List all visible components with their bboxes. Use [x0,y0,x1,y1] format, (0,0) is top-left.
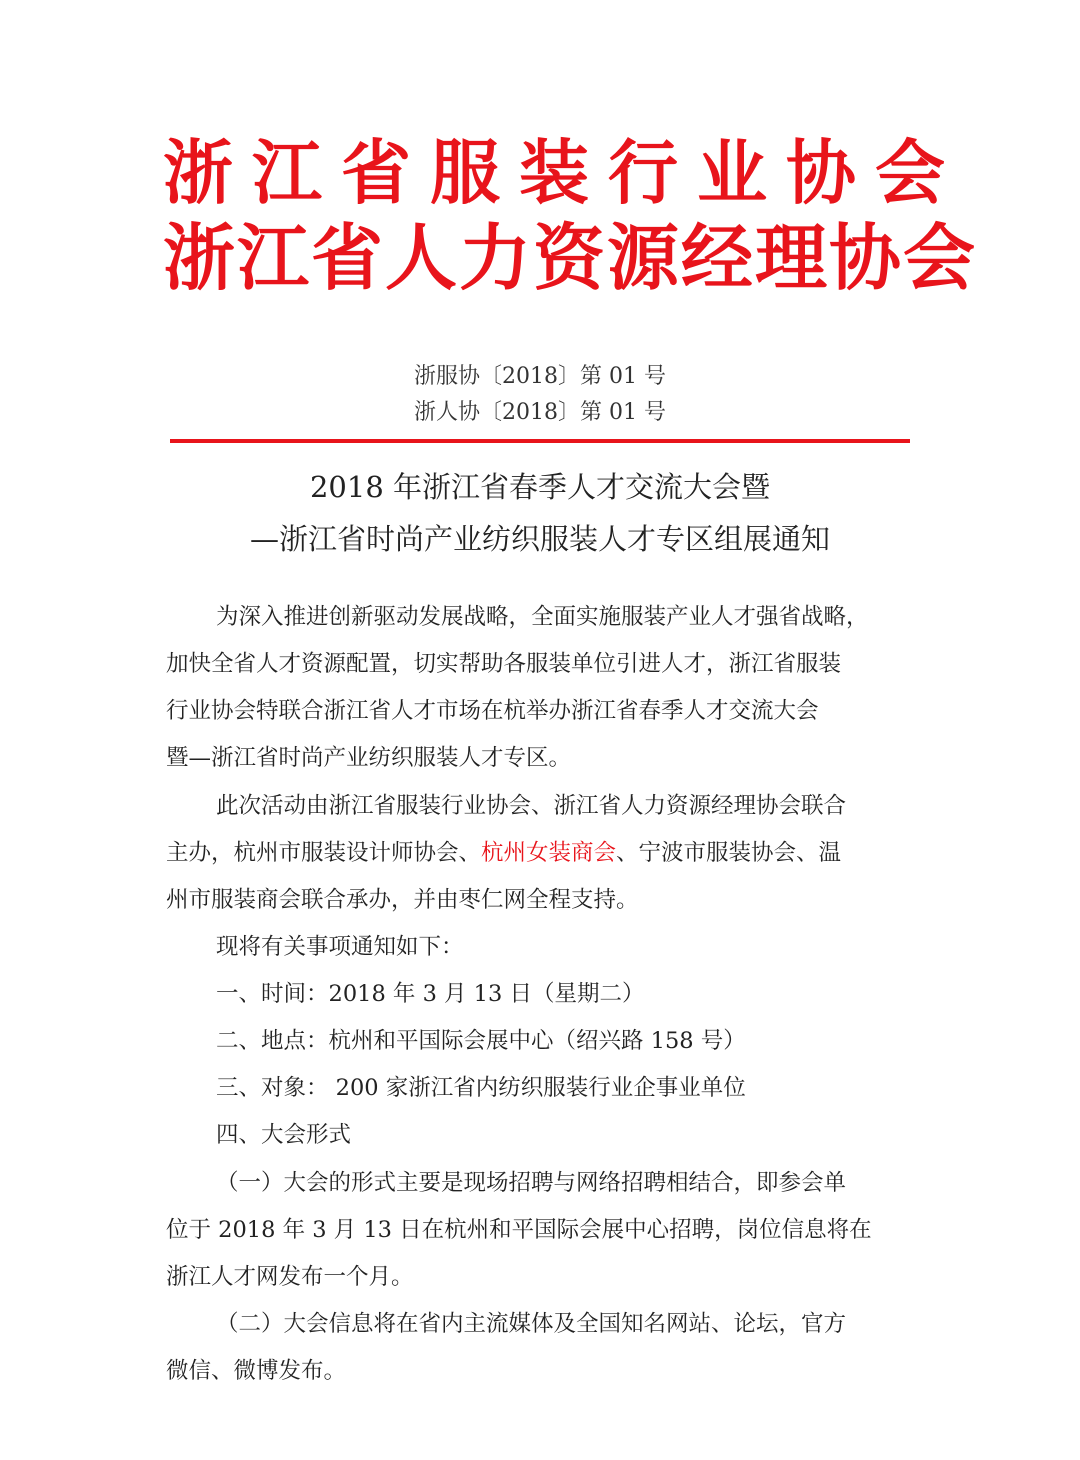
format-sub-1-line-1: （一）大会的形式主要是现场招聘与网络招聘相结合，即参会单 [216,1170,847,1196]
issuer-org-title-1: 浙江省服装行业协会 [163,132,964,214]
paragraph-1-line-1: 为深入推进创新驱动发展战略，全面实施服装产业人才强省战略， [216,604,869,630]
format-sub-2-line-1: （二）大会信息将在省内主流媒体及全国知名网站、论坛，官方 [216,1311,847,1337]
paragraph-2-line-2-text-a: 主办，杭州市服装设计师协会、 [166,840,482,866]
notice-title-line-2: —浙江省时尚产业纺织服装人才专区组展通知 [249,522,830,556]
paragraph-1-line-4: 暨—浙江省时尚产业纺织服装人才专区。 [166,745,572,771]
issuer-org-title-2: 浙江省人力资源经理协会 [163,216,978,300]
item-time: 一、时间：2018 年 3 月 13 日（星期二） [216,981,645,1007]
paragraph-2-line-1: 此次活动由浙江省服装行业协会、浙江省人力资源经理协会联合 [216,793,847,819]
paragraph-2-line-3: 州市服装商会联合承办，并由枣仁网全程支持。 [166,887,639,913]
paragraph-3: 现将有关事项通知如下： [216,934,464,960]
format-sub-1-line-3: 浙江人才网发布一个月。 [166,1264,414,1290]
hangzhou-womenswear-chamber-link[interactable]: 杭州女装商会 [481,840,617,866]
paragraph-2-line-2 [166,842,841,865]
item-location: 二、地点：杭州和平国际会展中心（绍兴路 158 号） [216,1028,746,1054]
format-sub-1-line-2: 位于 2018 年 3 月 13 日在杭州和平国际会展中心招聘，岗位信息将在 [166,1217,872,1243]
item-audience: 三、对象： 200 家浙江省内纺织服装行业企事业单位 [216,1075,746,1101]
document-number-1: 浙服协〔2018〕第 01 号 [414,364,666,389]
item-format-heading: 四、大会形式 [216,1122,352,1148]
notice-title-line-1: 2018 年浙江省春季人才交流大会暨 [309,470,771,504]
paragraph-2-line-2-text-b: 、宁波市服装协会、温 [616,840,842,866]
paragraph-1-line-3: 行业协会特联合浙江省人才市场在杭举办浙江省春季人才交流大会 [166,698,819,724]
format-sub-2-line-2: 微信、微博发布。 [166,1358,347,1384]
paragraph-1-line-2: 加快全省人才资源配置，切实帮助各服装单位引进人才，浙江省服装 [166,651,842,677]
red-divider-line [170,439,910,443]
document-number-2: 浙人协〔2018〕第 01 号 [414,400,666,425]
